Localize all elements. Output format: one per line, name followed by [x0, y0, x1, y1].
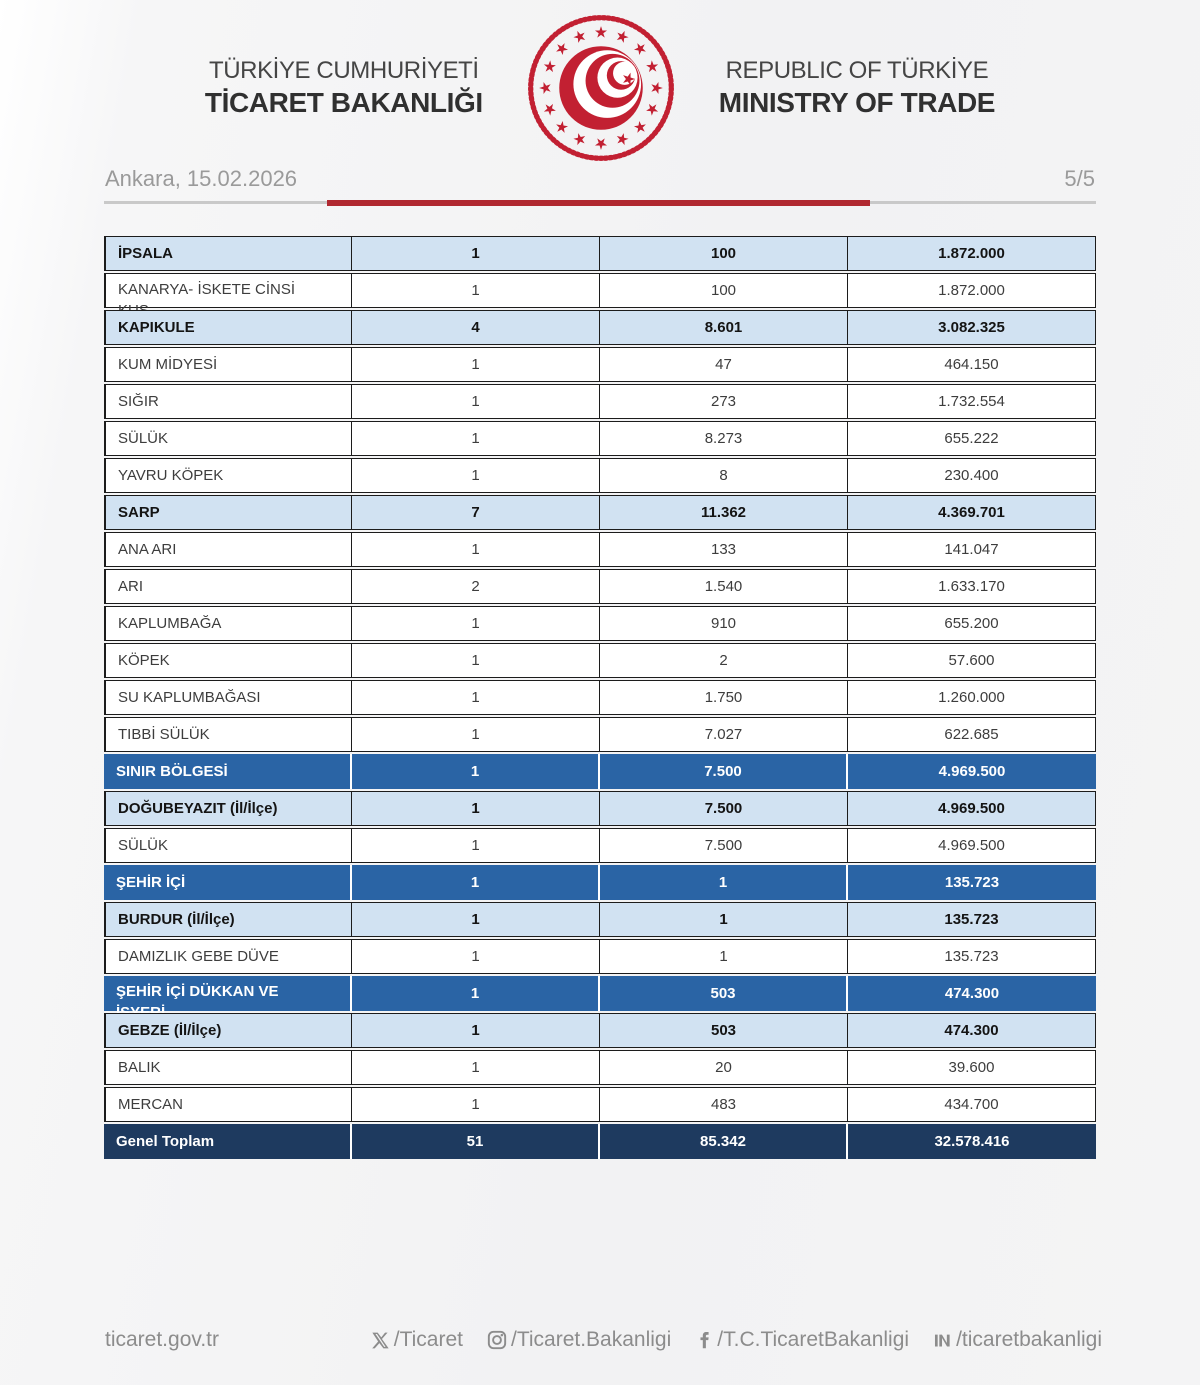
row-name-text: ANA ARI: [118, 541, 177, 558]
row-name-cell: [104, 1124, 352, 1159]
row-name-text: YAVRU KÖPEK: [118, 467, 224, 484]
row-quantity-cell: 7.027: [600, 717, 848, 752]
instagram-icon: [487, 1330, 507, 1350]
row-count-cell: 1: [352, 273, 600, 308]
row-value-cell: 655.222: [848, 421, 1096, 456]
document-footer: [105, 1328, 1102, 1352]
website-text: ticaret.gov.tr: [105, 1328, 219, 1351]
table-row: [104, 384, 1096, 419]
row-count-cell: 1: [352, 865, 600, 900]
row-name-text: KAPIKULE: [118, 319, 195, 336]
org-title-tr-line2: TİCARET BAKANLIĞI: [204, 87, 483, 118]
row-value-cell: 1.872.000: [848, 236, 1096, 271]
row-quantity-cell: 483: [600, 1087, 848, 1122]
row-name-text: SÜLÜK: [118, 837, 169, 854]
row-name-cell: [104, 421, 352, 456]
row-name-cell: [104, 458, 352, 493]
table-row: [104, 1050, 1096, 1085]
row-name-cell: [104, 976, 352, 1011]
row-name-text: BALIK: [118, 1059, 161, 1076]
table-row: [104, 1013, 1096, 1048]
page-indicator: 5/5: [1064, 166, 1095, 191]
table-row: [104, 643, 1096, 678]
social-handle: [933, 1328, 1102, 1352]
row-value-cell: 39.600: [848, 1050, 1096, 1085]
row-quantity-cell: 7.500: [600, 754, 848, 789]
social-handle-text: /ticaretbakanligi: [956, 1328, 1102, 1351]
row-name-text: SÜLÜK: [118, 430, 169, 447]
row-quantity-cell: 8: [600, 458, 848, 493]
row-value-cell: 57.600: [848, 643, 1096, 678]
row-name-cell: [104, 606, 352, 641]
facebook-icon: [695, 1330, 713, 1350]
social-links: [371, 1328, 1102, 1352]
row-name-text: DOĞUBEYAZIT (İl/İlçe): [118, 800, 278, 817]
row-value-cell: 135.723: [848, 939, 1096, 974]
row-quantity-cell: 85.342: [600, 1124, 848, 1159]
row-value-cell: 230.400: [848, 458, 1096, 493]
ministry-of-trade-logo-icon: [527, 14, 675, 162]
table-row: [104, 717, 1096, 752]
row-count-cell: 1: [352, 347, 600, 382]
row-name-cell: [104, 495, 352, 530]
row-count-cell: 1: [352, 384, 600, 419]
social-handle: [695, 1328, 909, 1352]
row-value-cell: 464.150: [848, 347, 1096, 382]
row-name-cell: [104, 939, 352, 974]
row-count-cell: 1: [352, 754, 600, 789]
row-count-cell: 2: [352, 569, 600, 604]
row-value-cell: 1.260.000: [848, 680, 1096, 715]
row-value-cell: 4.969.500: [848, 828, 1096, 863]
table-row: [104, 1087, 1096, 1122]
row-quantity-cell: 503: [600, 1013, 848, 1048]
social-handle-text: /T.C.TicaretBakanligi: [717, 1328, 910, 1351]
row-name-text: KUM MİDYESİ: [118, 356, 218, 373]
row-value-cell: 1.633.170: [848, 569, 1096, 604]
row-quantity-cell: 7.500: [600, 828, 848, 863]
table-row: [104, 606, 1096, 641]
row-count-cell: 1: [352, 236, 600, 271]
row-name-text: KÖPEK: [118, 652, 170, 669]
row-count-cell: 1: [352, 902, 600, 937]
row-count-cell: 1: [352, 606, 600, 641]
table-row: [104, 236, 1096, 271]
table-row: [104, 495, 1096, 530]
row-quantity-cell: 1: [600, 865, 848, 900]
org-title-turkish: [205, 57, 483, 119]
social-handle-text: /Ticaret.Bakanligi: [510, 1328, 672, 1351]
row-name-text: KANARYA- İSKETE CİNSİ: [118, 281, 295, 298]
row-name-cell: [104, 347, 352, 382]
table-row: [104, 458, 1096, 493]
row-count-cell: 1: [352, 1087, 600, 1122]
row-name-cell: [104, 717, 352, 752]
row-value-cell: 135.723: [848, 865, 1096, 900]
row-value-cell: 4.969.500: [848, 754, 1096, 789]
table-row: [104, 865, 1096, 900]
row-name-text: MERCAN: [118, 1096, 184, 1113]
row-quantity-cell: 100: [600, 236, 848, 271]
row-name-cell: [104, 902, 352, 937]
row-value-cell: 141.047: [848, 532, 1096, 567]
social-handle: [487, 1328, 671, 1352]
row-name-cell: [104, 310, 352, 345]
row-name-cell: [104, 680, 352, 715]
row-quantity-cell: 7.500: [600, 791, 848, 826]
divider-red-line: [327, 200, 870, 206]
table-row: [104, 347, 1096, 382]
row-count-cell: 1: [352, 717, 600, 752]
row-quantity-cell: 100: [600, 273, 848, 308]
row-name-text: ŞEHİR İÇİ DÜKKAN VE: [116, 983, 279, 1000]
row-name-text: SU KAPLUMBAĞASI: [118, 689, 261, 706]
row-count-cell: 1: [352, 791, 600, 826]
social-handle-text: /Ticaret: [393, 1328, 463, 1351]
row-count-cell: 1: [352, 680, 600, 715]
row-count-cell: 1: [352, 976, 600, 1011]
row-name-cell: [104, 1013, 352, 1048]
row-name-text: BURDUR (İl/İlçe): [118, 911, 235, 928]
row-count-cell: 1: [352, 643, 600, 678]
table-row: [104, 421, 1096, 456]
org-title-en-line2: MINISTRY OF TRADE: [718, 87, 996, 118]
table-row: [104, 532, 1096, 567]
row-name-text: SINIR BÖLGESİ: [116, 763, 228, 780]
row-name-text: SARP: [118, 504, 160, 521]
row-value-cell: 434.700: [848, 1087, 1096, 1122]
row-quantity-cell: 8.601: [600, 310, 848, 345]
row-name-cell: [104, 1050, 352, 1085]
row-quantity-cell: 910: [600, 606, 848, 641]
row-count-cell: 7: [352, 495, 600, 530]
row-name-cell: [104, 569, 352, 604]
row-name-cell: [104, 273, 352, 308]
row-quantity-cell: 20: [600, 1050, 848, 1085]
row-quantity-cell: 1.540: [600, 569, 848, 604]
row-count-cell: 1: [352, 828, 600, 863]
nsosyal-icon: [933, 1331, 952, 1350]
row-name-cell: [104, 1087, 352, 1122]
row-name-cell: [104, 791, 352, 826]
row-name-cell: [104, 754, 352, 789]
table-row: [104, 1124, 1096, 1159]
row-count-cell: 1: [352, 1050, 600, 1085]
row-count-cell: 1: [352, 532, 600, 567]
table-row: [104, 680, 1096, 715]
row-name-text: SIĞIR: [118, 393, 159, 410]
row-value-cell: 4.369.701: [848, 495, 1096, 530]
row-name-text: ŞEHİR İÇİ: [116, 874, 186, 891]
row-quantity-cell: 1: [600, 902, 848, 937]
org-title-english: [719, 57, 995, 119]
table-row: [104, 310, 1096, 345]
table-row: [104, 939, 1096, 974]
row-name-cell: [104, 643, 352, 678]
row-value-cell: 1.872.000: [848, 273, 1096, 308]
row-name-cell: [104, 865, 352, 900]
social-handle: [371, 1328, 463, 1352]
row-name-cell: [104, 384, 352, 419]
header-divider: [104, 200, 1096, 206]
row-count-cell: 1: [352, 939, 600, 974]
document-header: [0, 0, 1200, 162]
row-value-cell: 474.300: [848, 976, 1096, 1011]
row-name-text: GEBZE (İl/İlçe): [118, 1022, 222, 1039]
row-value-cell: 135.723: [848, 902, 1096, 937]
row-name-text: TIBBİ SÜLÜK: [118, 726, 210, 743]
table-row: [104, 569, 1096, 604]
row-name-cell: [104, 236, 352, 271]
row-quantity-cell: 503: [600, 976, 848, 1011]
row-value-cell: 1.732.554: [848, 384, 1096, 419]
row-value-cell: 622.685: [848, 717, 1096, 752]
row-quantity-cell: 47: [600, 347, 848, 382]
table-row: [104, 828, 1096, 863]
row-count-cell: 51: [352, 1124, 600, 1159]
row-quantity-cell: 273: [600, 384, 848, 419]
org-title-en-line1: REPUBLIC OF TÜRKİYE: [725, 57, 989, 84]
row-count-cell: 4: [352, 310, 600, 345]
table-row: [104, 976, 1096, 1011]
row-value-cell: 3.082.325: [848, 310, 1096, 345]
row-name-text: ARI: [118, 578, 144, 595]
row-count-cell: 1: [352, 1013, 600, 1048]
data-table: [104, 236, 1096, 1159]
org-title-tr-line1: TÜRKİYE CUMHURİYETİ: [208, 57, 479, 84]
row-quantity-cell: 2: [600, 643, 848, 678]
row-value-cell: 4.969.500: [848, 791, 1096, 826]
table-row: [104, 902, 1096, 937]
table-row: [104, 754, 1096, 789]
row-value-cell: 32.578.416: [848, 1124, 1096, 1159]
row-name-cell: [104, 828, 352, 863]
row-quantity-cell: 1: [600, 939, 848, 974]
row-quantity-cell: 1.750: [600, 680, 848, 715]
table-row: [104, 791, 1096, 826]
row-name-text: Genel Toplam: [116, 1133, 215, 1150]
row-quantity-cell: 11.362: [600, 495, 848, 530]
row-value-cell: 655.200: [848, 606, 1096, 641]
row-count-cell: 1: [352, 421, 600, 456]
row-name-text: KAPLUMBAĞA: [118, 615, 222, 632]
dateline-text: Ankara, 15.02.2026: [105, 166, 298, 191]
x-icon: [371, 1331, 390, 1350]
table-row: [104, 273, 1096, 308]
row-name-text: İPSALA: [118, 245, 174, 262]
row-name-text: DAMIZLIK GEBE DÜVE: [118, 948, 279, 965]
row-quantity-cell: 8.273: [600, 421, 848, 456]
row-name-cell: [104, 532, 352, 567]
dateline-row: [105, 166, 1095, 192]
row-quantity-cell: 133: [600, 532, 848, 567]
row-value-cell: 474.300: [848, 1013, 1096, 1048]
row-count-cell: 1: [352, 458, 600, 493]
